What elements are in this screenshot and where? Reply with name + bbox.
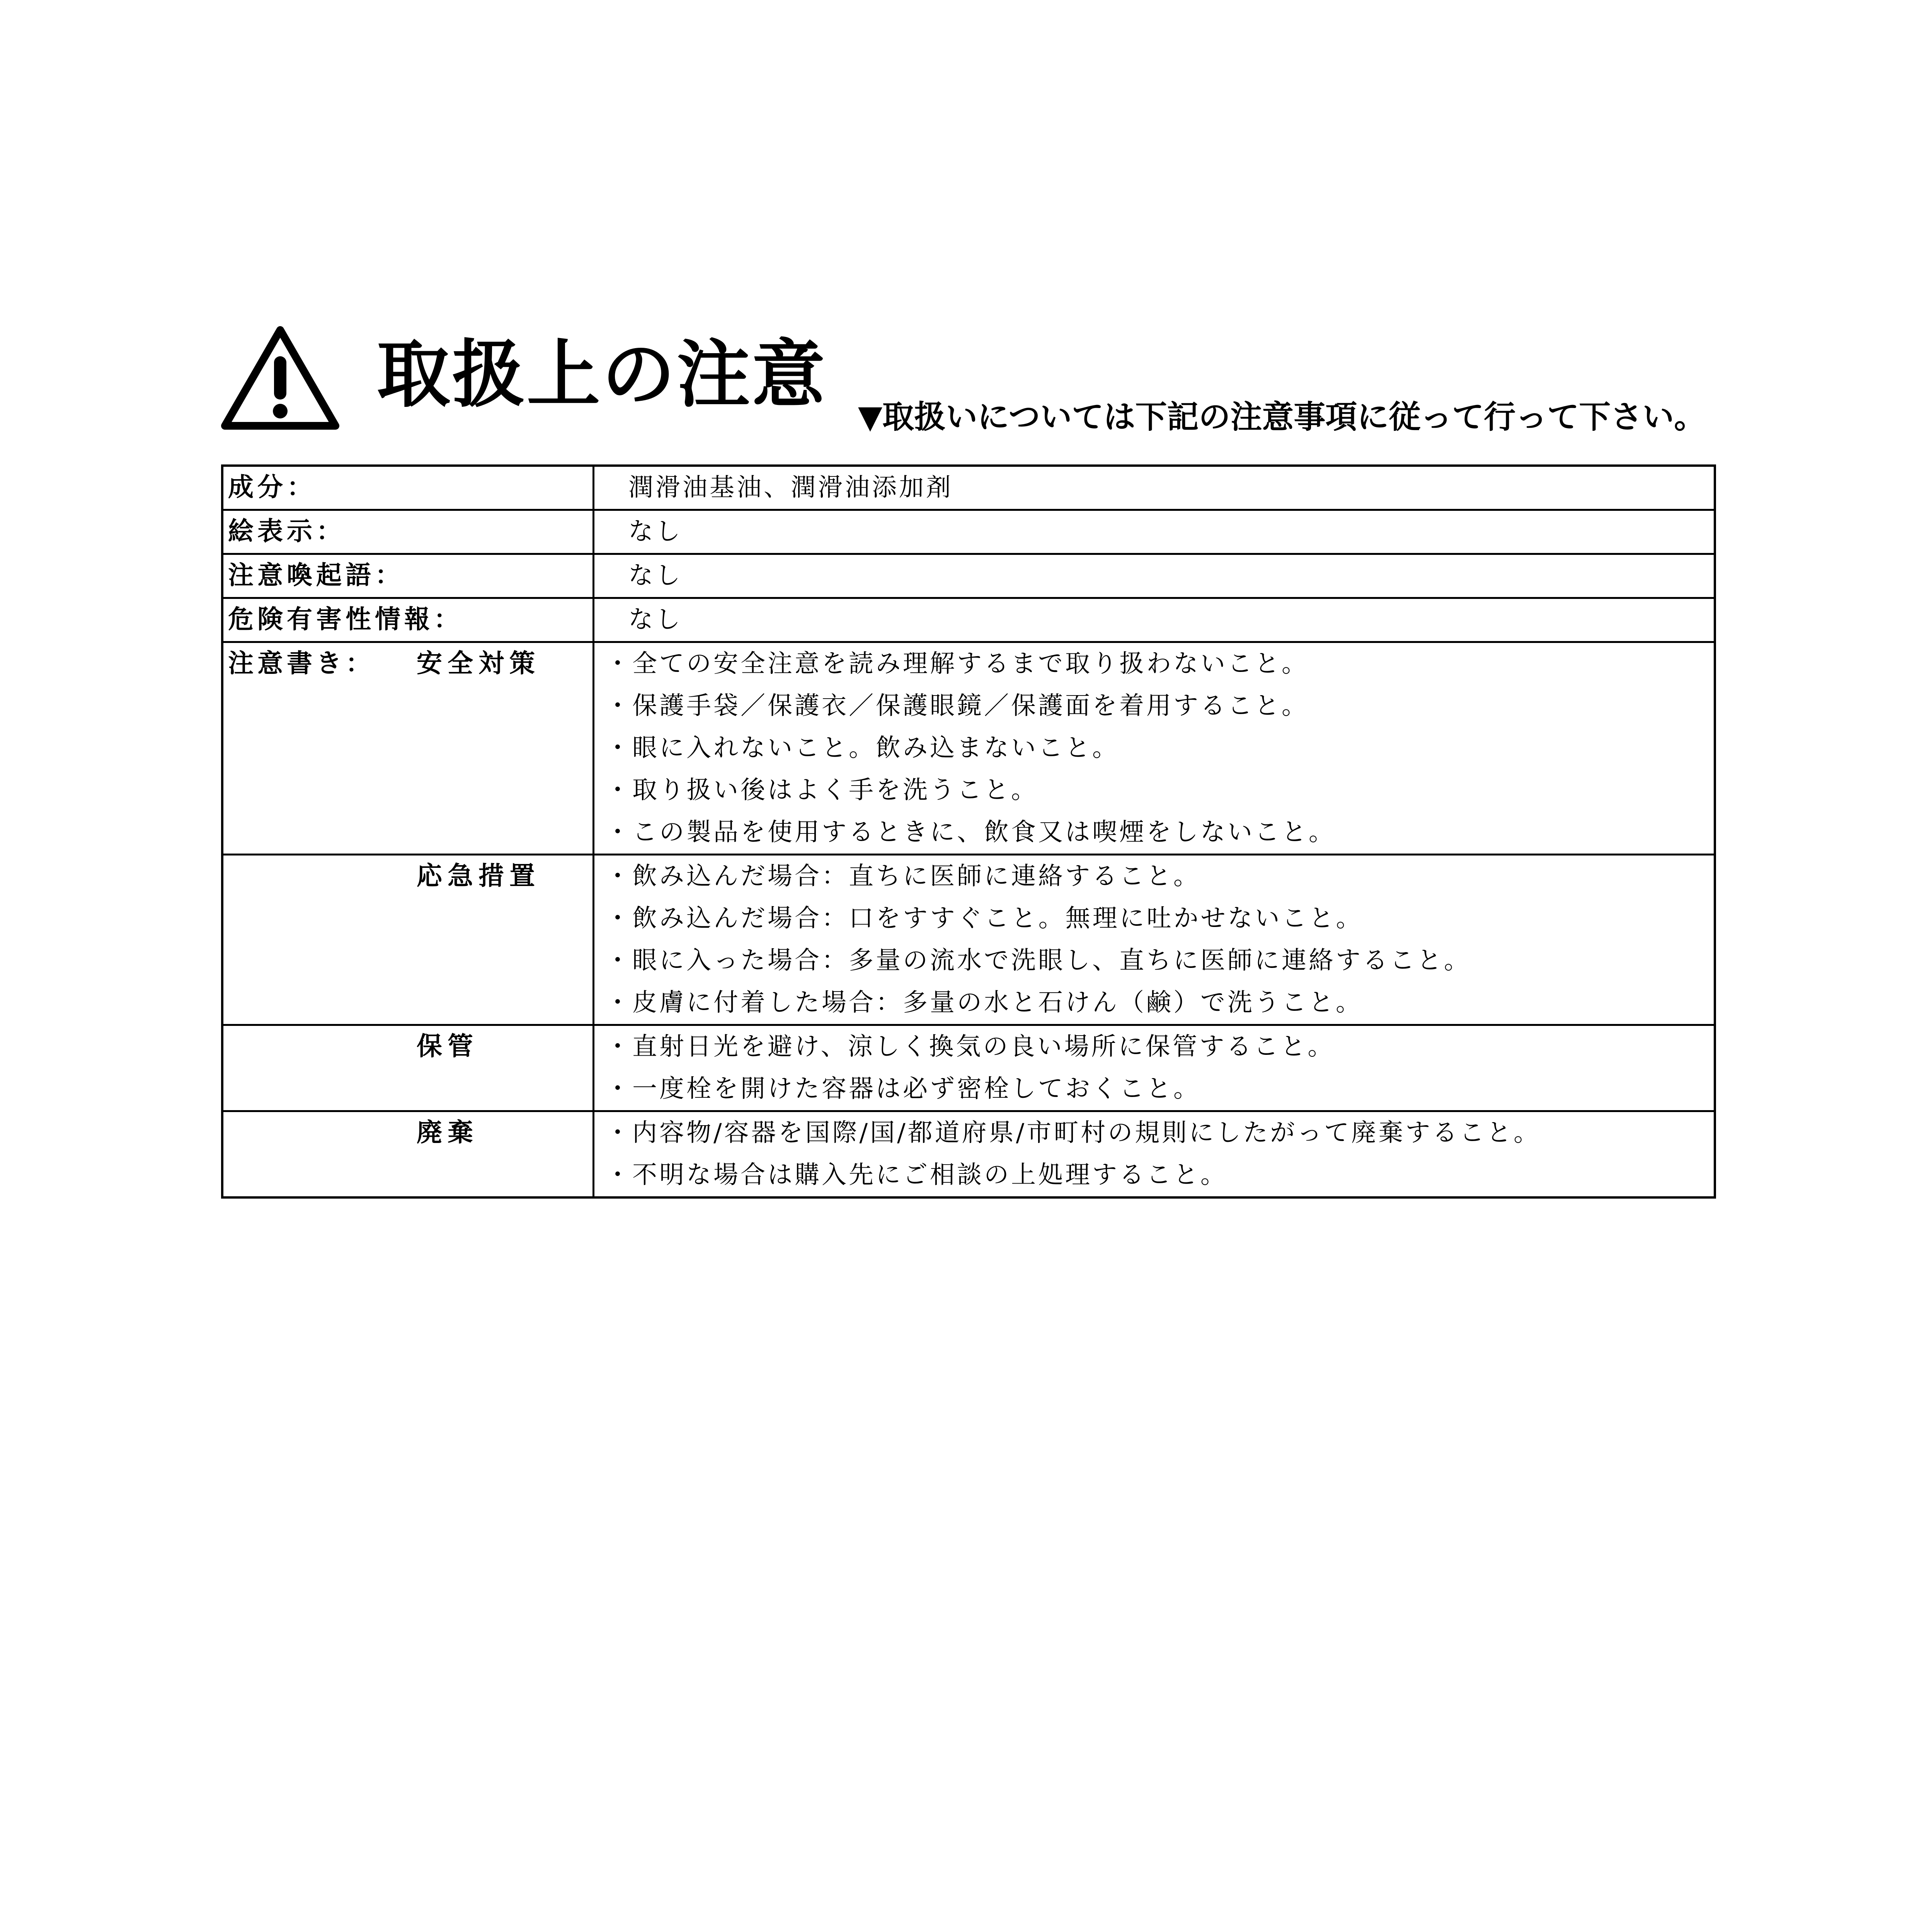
- list-item: ・不明な場合は購入先にご相談の上処理すること。: [605, 1161, 1227, 1189]
- list-item: ・皮膚に付着した場合：多量の水と石けん（鹸）で洗うこと。: [605, 988, 1363, 1017]
- precautions-table: [221, 464, 1716, 1199]
- list-item: ・眼に入った場合：多量の流水で洗眼し、直ちに医師に連絡すること。: [605, 946, 1471, 975]
- list-item: ・一度栓を開けた容器は必ず密栓しておくこと。: [605, 1075, 1200, 1103]
- row-label-cell: [223, 599, 594, 641]
- table-row-storage: [223, 1024, 1714, 1110]
- row-label: 成分：: [228, 472, 316, 502]
- row-value-cell: [594, 467, 1714, 509]
- list-item: ・取り扱い後はよく手を洗うこと。: [605, 776, 1038, 804]
- list-item: ・直射日光を避け、涼しく換気の良い場所に保管すること。: [605, 1032, 1335, 1061]
- table-row-ingredients: [223, 467, 1714, 509]
- list-item: ・飲み込んだ場合：口をすすぐこと。無理に吐かせないこと。: [605, 904, 1363, 933]
- section-name: 廃棄: [417, 1117, 478, 1147]
- row-label-cell: [223, 467, 594, 509]
- row-label-cell: [223, 855, 594, 1024]
- list-item: ・この製品を使用するときに、飲食又は喫煙をしないこと。: [605, 818, 1336, 847]
- row-value: 潤滑油基油、潤滑油添加剤: [628, 473, 953, 502]
- row-label-cell: [223, 1112, 594, 1196]
- table-row-disposal: [223, 1110, 1714, 1196]
- row-label-cell: [223, 1026, 594, 1110]
- section-name: 安全対策: [417, 648, 540, 678]
- row-label: 絵表示：: [228, 516, 346, 546]
- row-value: なし: [628, 605, 683, 634]
- row-value-cell: [594, 855, 1714, 1024]
- table-row-safety-measures: [223, 641, 1714, 854]
- table-row-first-aid: [223, 854, 1714, 1024]
- table-row-pictogram: [223, 509, 1714, 553]
- row-label-cell: [223, 511, 594, 553]
- precaution-label: 注意書き：: [228, 648, 375, 678]
- table-row-hazard-info: [223, 597, 1714, 641]
- row-value-cell: [594, 1112, 1714, 1196]
- list-item: ・眼に入れないこと。飲み込まないこと。: [605, 734, 1119, 762]
- row-label: 注意喚起語：: [228, 560, 404, 590]
- list-item: ・保護手袋／保護衣／保護眼鏡／保護面を着用すること。: [605, 692, 1309, 720]
- list-item: ・飲み込んだ場合：直ちに医師に連絡すること。: [605, 862, 1200, 891]
- list-item: ・全ての安全注意を読み理解するまで取り扱わないこと。: [605, 650, 1309, 678]
- table-row-signal-word: [223, 553, 1714, 597]
- page-title: 取扱上の注意: [377, 332, 827, 417]
- section-name: 保管: [417, 1031, 478, 1061]
- page-header: [220, 317, 1728, 444]
- row-value-cell: [594, 511, 1714, 553]
- row-label: 危険有害性情報：: [228, 604, 463, 634]
- row-value: なし: [628, 561, 683, 590]
- row-value: なし: [628, 517, 683, 546]
- warning-icon: [220, 325, 340, 431]
- row-value-cell: [594, 643, 1714, 854]
- list-item: ・内容物/容器を国際/国/都道府県/市町村の規則にしたがって廃棄すること。: [605, 1119, 1541, 1147]
- row-value-cell: [594, 599, 1714, 641]
- row-value-cell: [594, 555, 1714, 597]
- page-subtitle: ▼取扱いについては下記の注意事項に従って行って下さい。: [858, 399, 1706, 435]
- row-label-cell: [223, 643, 594, 854]
- row-value-cell: [594, 1026, 1714, 1110]
- section-name: 応急措置: [417, 861, 540, 891]
- row-label-cell: [223, 555, 594, 597]
